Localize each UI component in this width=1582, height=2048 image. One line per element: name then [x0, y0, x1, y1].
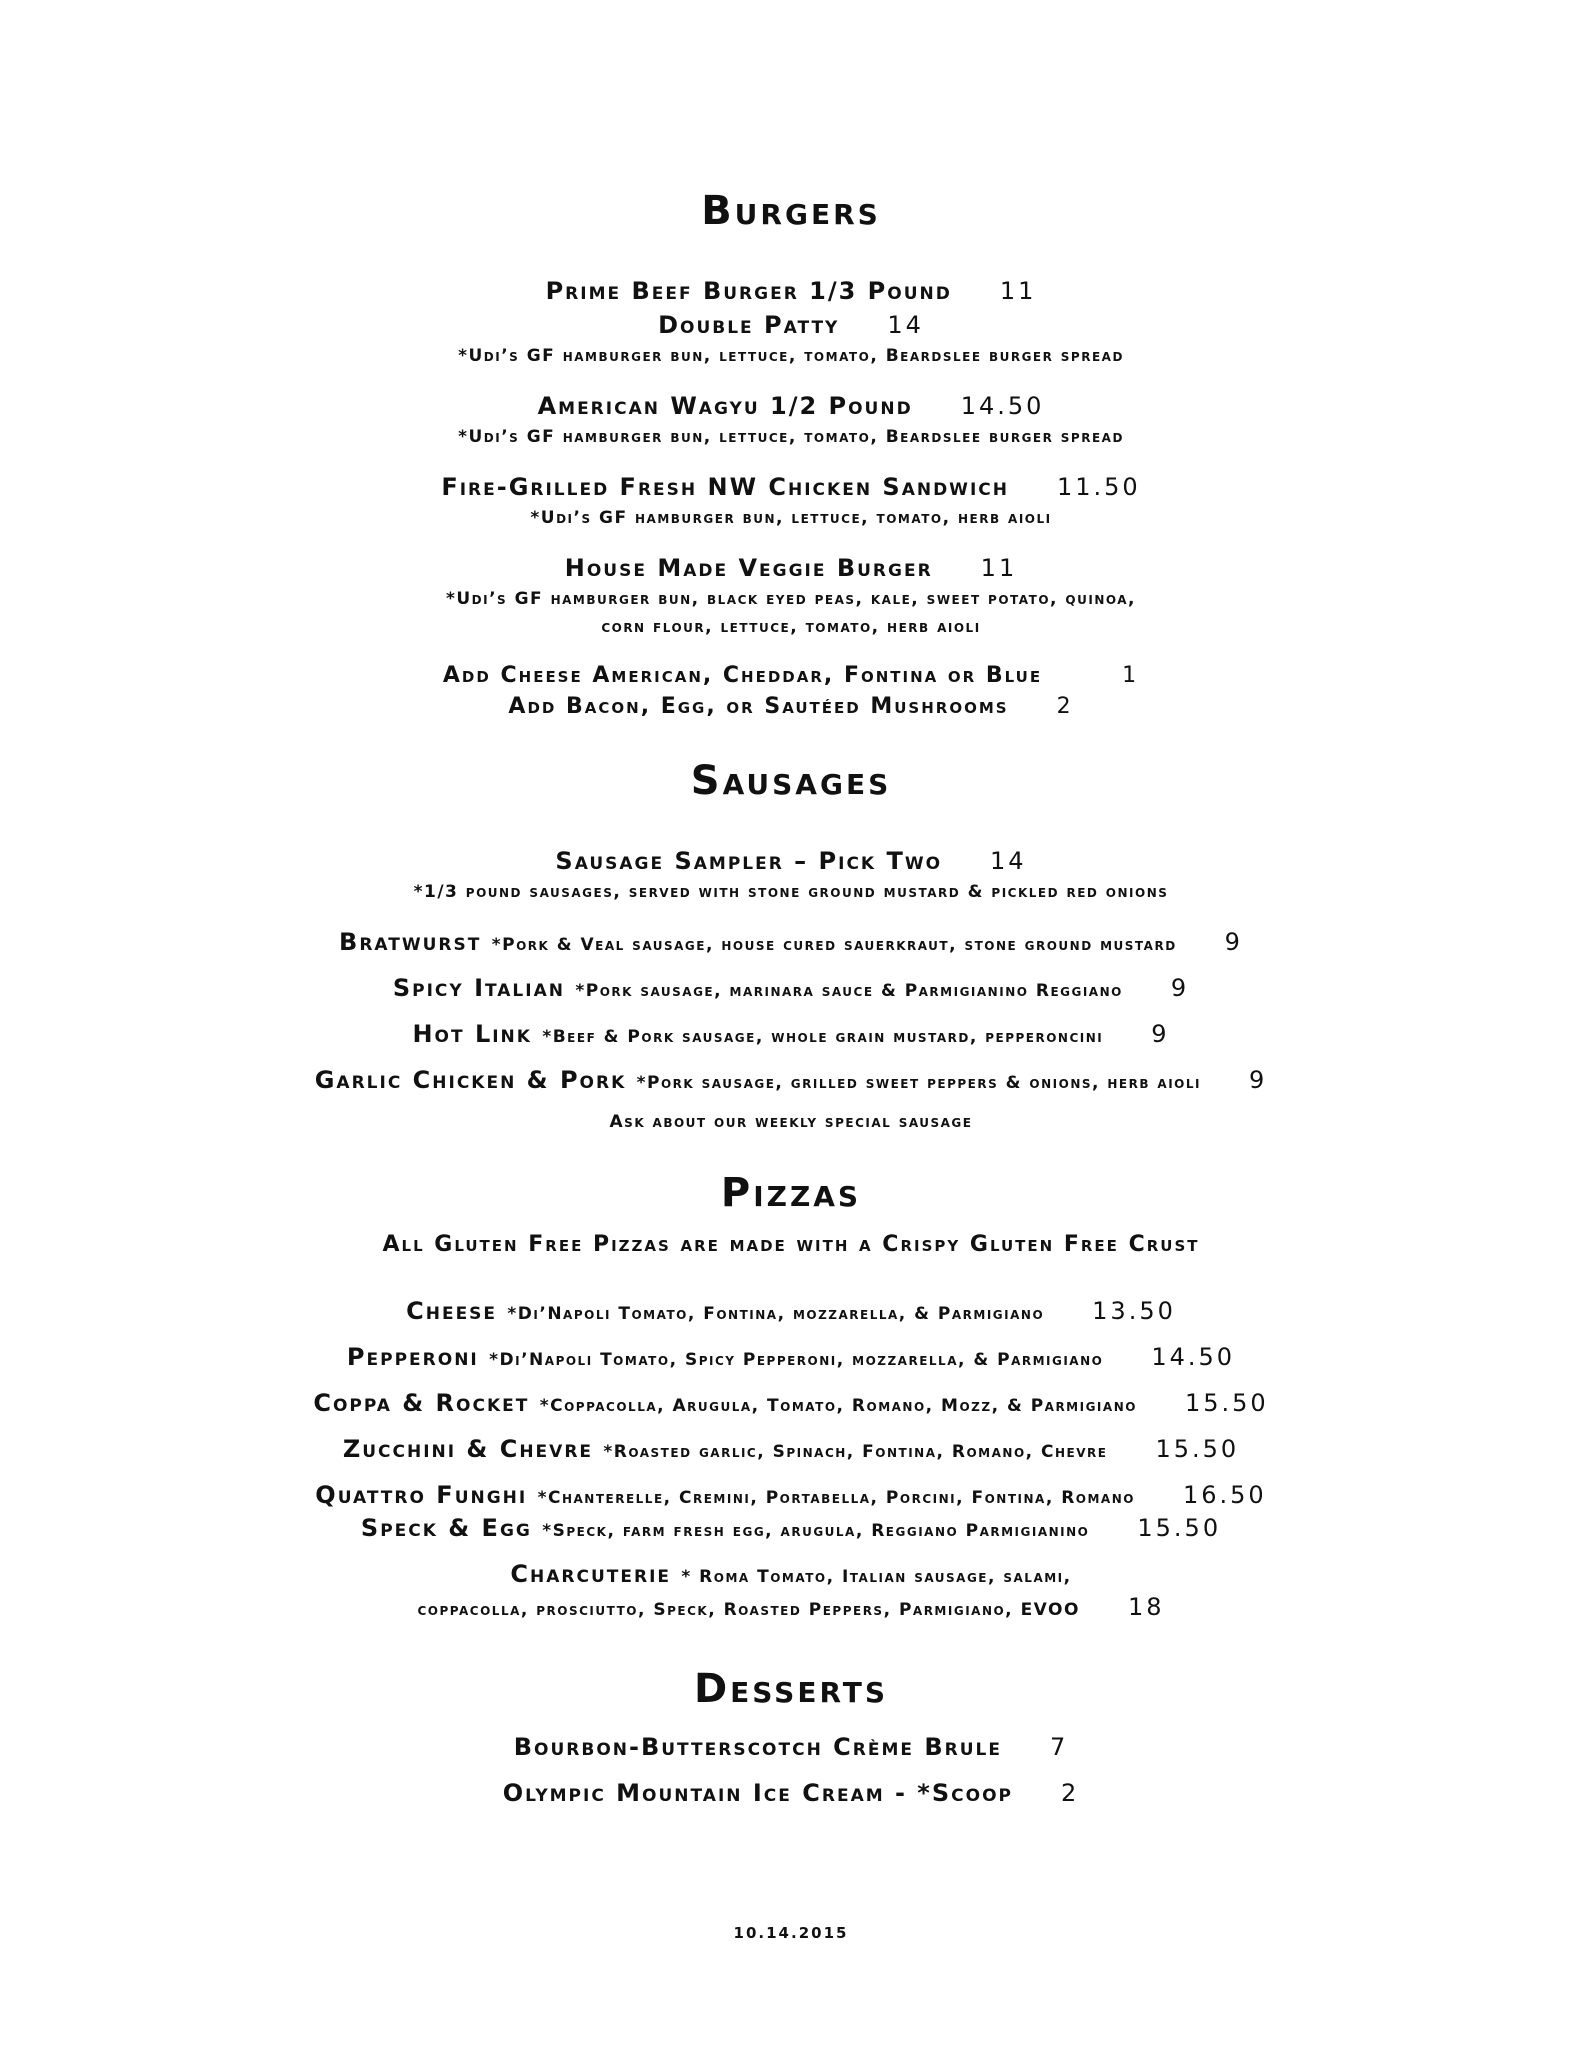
addon-price: 1	[1122, 663, 1140, 688]
item-name: Cheese	[406, 1297, 498, 1325]
menu-item-charcuterie-pizza	[0, 1560, 1582, 1588]
item-description: *Beef & Pork sausage, whole grain mustard, pepperoncini	[542, 1027, 1104, 1047]
item-price: 14.50	[960, 392, 1045, 420]
addon-price: 2	[1056, 694, 1074, 719]
item-price: 7	[1050, 1733, 1069, 1761]
item-description: *Udi’s GF hamburger bun, black eyed peas, kale, sweet potato, quinoa,	[445, 589, 1137, 609]
item-description: *Roasted garlic, Spinach, Fontina, Romano, Chevre	[603, 1442, 1108, 1462]
sausages-heading: Sausages	[690, 758, 892, 804]
item-description: *Pork sausage, marinara sauce & Parmigianino Reggiano	[575, 981, 1123, 1001]
item-name: Quattro Funghi	[315, 1481, 528, 1509]
item-price: 11	[999, 277, 1037, 305]
item-name: Charcuterie	[510, 1560, 672, 1588]
menu-item-cheese-pizza	[0, 1297, 1582, 1325]
menu-item-bratwurst	[0, 928, 1582, 956]
menu-item-speck-egg-pizza	[0, 1514, 1582, 1542]
item-name: House Made Veggie Burger	[564, 554, 933, 582]
menu-item-chicken-sandwich	[0, 473, 1582, 501]
addon-bacon	[0, 694, 1582, 719]
item-description: *Speck, farm fresh egg, arugula, Reggiano Parmigianino	[542, 1521, 1090, 1541]
item-price: 15.50	[1137, 1514, 1222, 1542]
item-name: Garlic Chicken & Pork	[314, 1066, 627, 1094]
menu-date: 10.14.2015	[733, 1924, 849, 1942]
menu-item-ice-cream	[0, 1779, 1582, 1807]
item-price: 14.50	[1151, 1343, 1236, 1371]
item-price: 15.50	[1184, 1389, 1269, 1417]
item-name: Speck & Egg	[360, 1514, 532, 1542]
menu-item-spicy-italian	[0, 974, 1582, 1002]
item-price: 11	[980, 554, 1018, 582]
addon-label: Add Bacon, Egg, or Sautéed Mushrooms	[508, 694, 1009, 719]
pizzas-heading: Pizzas	[720, 1170, 862, 1216]
item-description: *Di’Napoli Tomato, Spicy Pepperoni, mozzarella, & Parmigiano	[489, 1350, 1104, 1370]
item-description: *Udi’s GF hamburger bun, lettuce, tomato, Beardslee burger spread	[458, 427, 1124, 447]
addon-cheese	[0, 663, 1582, 688]
item-price: 9	[1249, 1066, 1268, 1094]
item-description: corn flour, lettuce, tomato, herb aioli	[601, 617, 981, 637]
item-price: 14	[887, 311, 924, 339]
item-name: American Wagyu 1/2 Pound	[537, 392, 913, 420]
item-name: Sausage Sampler – Pick Two	[555, 847, 943, 875]
menu-item-hot-link	[0, 1020, 1582, 1048]
burgers-heading: Burgers	[701, 188, 881, 234]
addon-label: Add Cheese American, Cheddar, Fontina or Blue	[442, 663, 1043, 688]
pizzas-subtitle: All Gluten Free Pizzas are made with a Crispy Gluten Free Crust	[382, 1232, 1200, 1257]
item-price: 9	[1170, 974, 1190, 1002]
weekly-special-note: Ask about our weekly special sausage	[609, 1112, 973, 1132]
item-price: 14	[990, 847, 1027, 875]
item-name: Olympic Mountain Ice Cream - *Scoop	[502, 1779, 1013, 1807]
charcuterie-description-line-2	[0, 1593, 1582, 1621]
item-name: Coppa & Rocket	[313, 1389, 530, 1417]
menu-item-prime-beef-burger	[0, 277, 1582, 305]
item-price: 9	[1151, 1020, 1170, 1048]
item-price: 13.50	[1092, 1297, 1176, 1325]
menu-item-creme-brule	[0, 1733, 1582, 1761]
menu-item-quattro-funghi-pizza	[0, 1481, 1582, 1509]
item-price: 9	[1224, 928, 1243, 956]
item-description: *Coppacolla, Arugula, Tomato, Romano, Mozz, & Parmigiano	[539, 1396, 1137, 1416]
menu-item-american-wagyu	[0, 392, 1582, 420]
item-name: Double Patty	[658, 311, 840, 339]
item-name: Pepperoni	[346, 1343, 479, 1371]
item-name: Prime Beef Burger 1/3 Pound	[545, 277, 952, 305]
item-description: *Chanterelle, Cremini, Portabella, Porcini, Fontina, Romano	[537, 1488, 1135, 1508]
menu-item-sausage-sampler	[0, 847, 1582, 875]
item-price: 2	[1060, 1779, 1080, 1807]
item-price: 18	[1127, 1593, 1165, 1621]
item-price: 11.50	[1056, 473, 1141, 501]
desserts-heading: Desserts	[693, 1666, 889, 1712]
menu-item-zucchini-chevre-pizza	[0, 1435, 1582, 1463]
item-description: * Roma Tomato, Italian sausage, salami,	[681, 1567, 1072, 1587]
item-name: Spicy Italian	[392, 974, 565, 1002]
item-name: Bourbon-Butterscotch Crème Brule	[513, 1733, 1002, 1761]
menu-item-pepperoni-pizza	[0, 1343, 1582, 1371]
item-name: Hot Link	[412, 1020, 532, 1048]
item-price: 15.50	[1155, 1435, 1240, 1463]
item-description: *1/3 pound sausages, served with stone ground mustard & pickled red onions	[413, 882, 1169, 902]
item-name: Fire-Grilled Fresh NW Chicken Sandwich	[441, 473, 1009, 501]
item-description: *Pork & Veal sausage, house cured sauerkraut, stone ground mustard	[491, 935, 1177, 955]
item-name: Bratwurst	[339, 928, 482, 956]
item-description: *Pork sausage, grilled sweet peppers & onions, herb aioli	[636, 1073, 1201, 1093]
item-price: 16.50	[1182, 1481, 1267, 1509]
item-description: *Di’Napoli Tomato, Fontina, mozzarella, & Parmigiano	[507, 1304, 1045, 1324]
item-name: Zucchini & Chevre	[342, 1435, 594, 1463]
menu-item-coppa-rocket-pizza	[0, 1389, 1582, 1417]
item-description: *Udi’s GF hamburger bun, lettuce, tomato, Beardslee burger spread	[458, 346, 1124, 366]
menu-item-garlic-chicken-pork	[0, 1066, 1582, 1094]
item-description: coppacolla, prosciutto, Speck, Roasted Peppers, Parmigiano, EVOO	[417, 1600, 1080, 1620]
menu-item-double-patty	[0, 311, 1582, 339]
menu-item-veggie-burger	[0, 554, 1582, 582]
item-description: *Udi’s GF hamburger bun, lettuce, tomato, herb aioli	[530, 508, 1052, 528]
